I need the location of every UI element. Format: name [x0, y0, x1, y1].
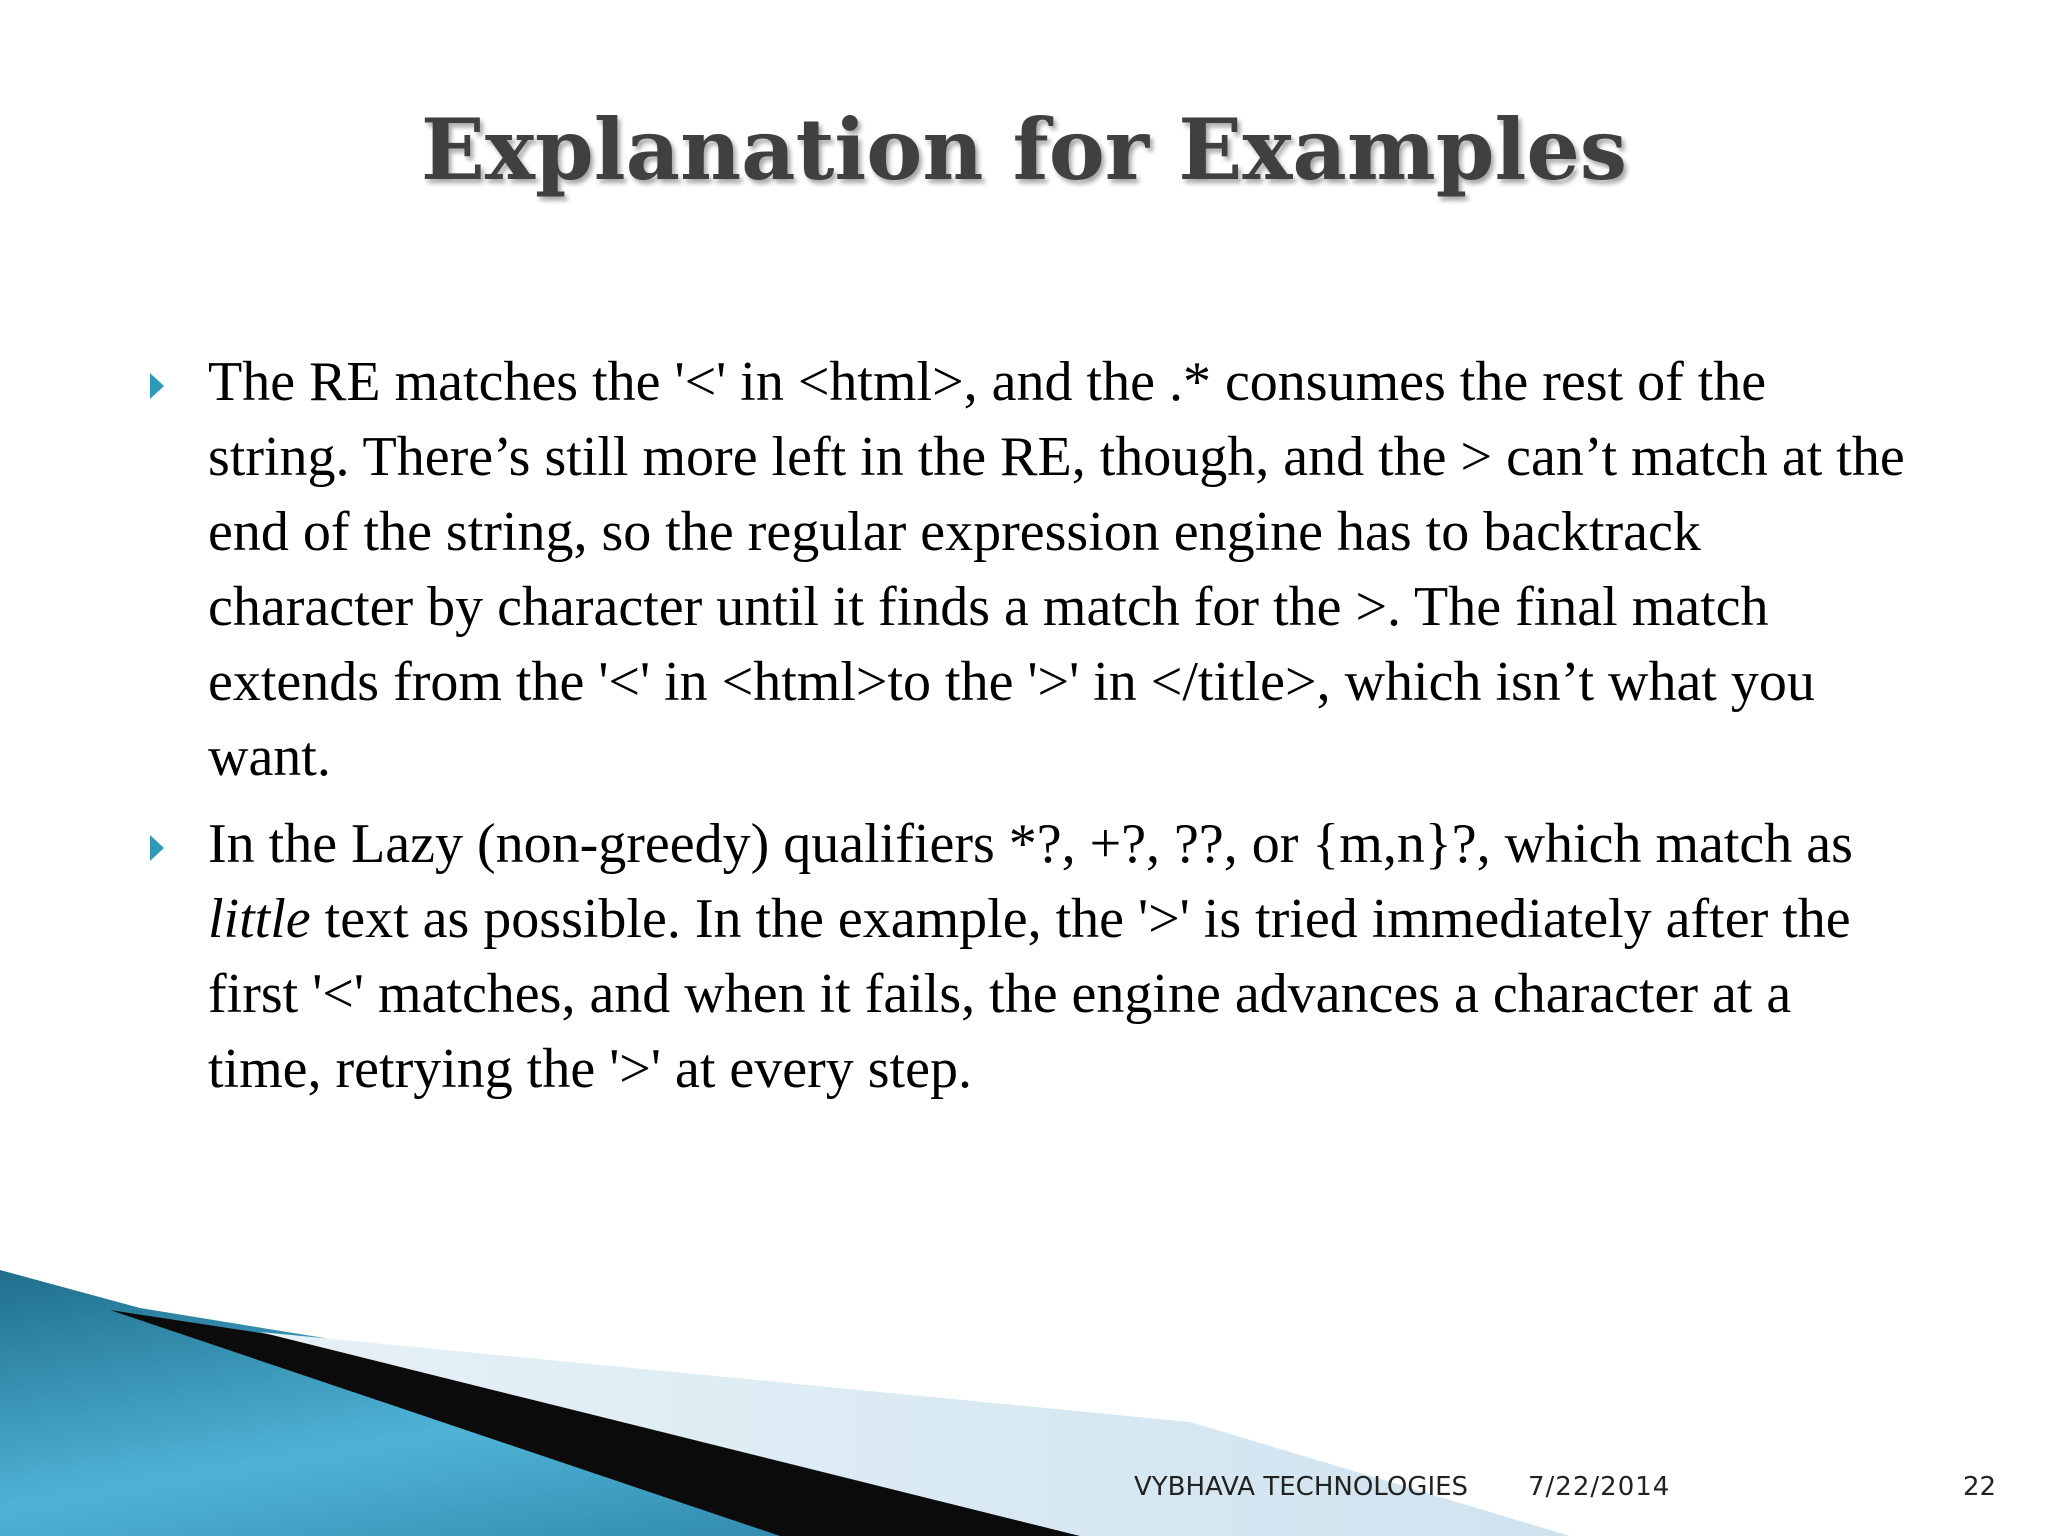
bullet-text-start: In the Lazy (non-greedy) qualifiers *?, +?, ??, or {m,n}?, which match as	[208, 813, 1853, 875]
bullet-item	[148, 807, 1908, 1107]
bullet-item	[148, 345, 1908, 795]
bullet-emphasis: little	[208, 888, 311, 950]
slide-body	[148, 345, 1908, 1119]
footer-date: 7/22/2014	[1528, 1472, 1671, 1502]
decorative-swoosh	[0, 1270, 2048, 1536]
triangle-right-icon	[150, 373, 164, 399]
triangle-right-icon	[150, 835, 164, 861]
bullet-text: The RE matches the '<' in <html>, and the .* consumes the rest of the string. There’s still more left in the RE, though, and the > can’t match at the end of the string, so the regular expression engine has to backtrack character by character until it finds a match for the >. The final match extends from the '<' in <html>to the '>' in </title>, which isn’t what you want.	[208, 351, 1905, 788]
page-number: 22	[1963, 1472, 1997, 1502]
footer-company: VYBHAVA TECHNOLOGIES	[1134, 1472, 1469, 1502]
bullet-text-end: text as possible. In the example, the '>' is tried immediately after the first '<' matches, and when it fails, the engine advances a character at a time, retrying the '>' at every step.	[208, 888, 1851, 1100]
slide-title: Explanation for Examples	[420, 100, 1628, 199]
